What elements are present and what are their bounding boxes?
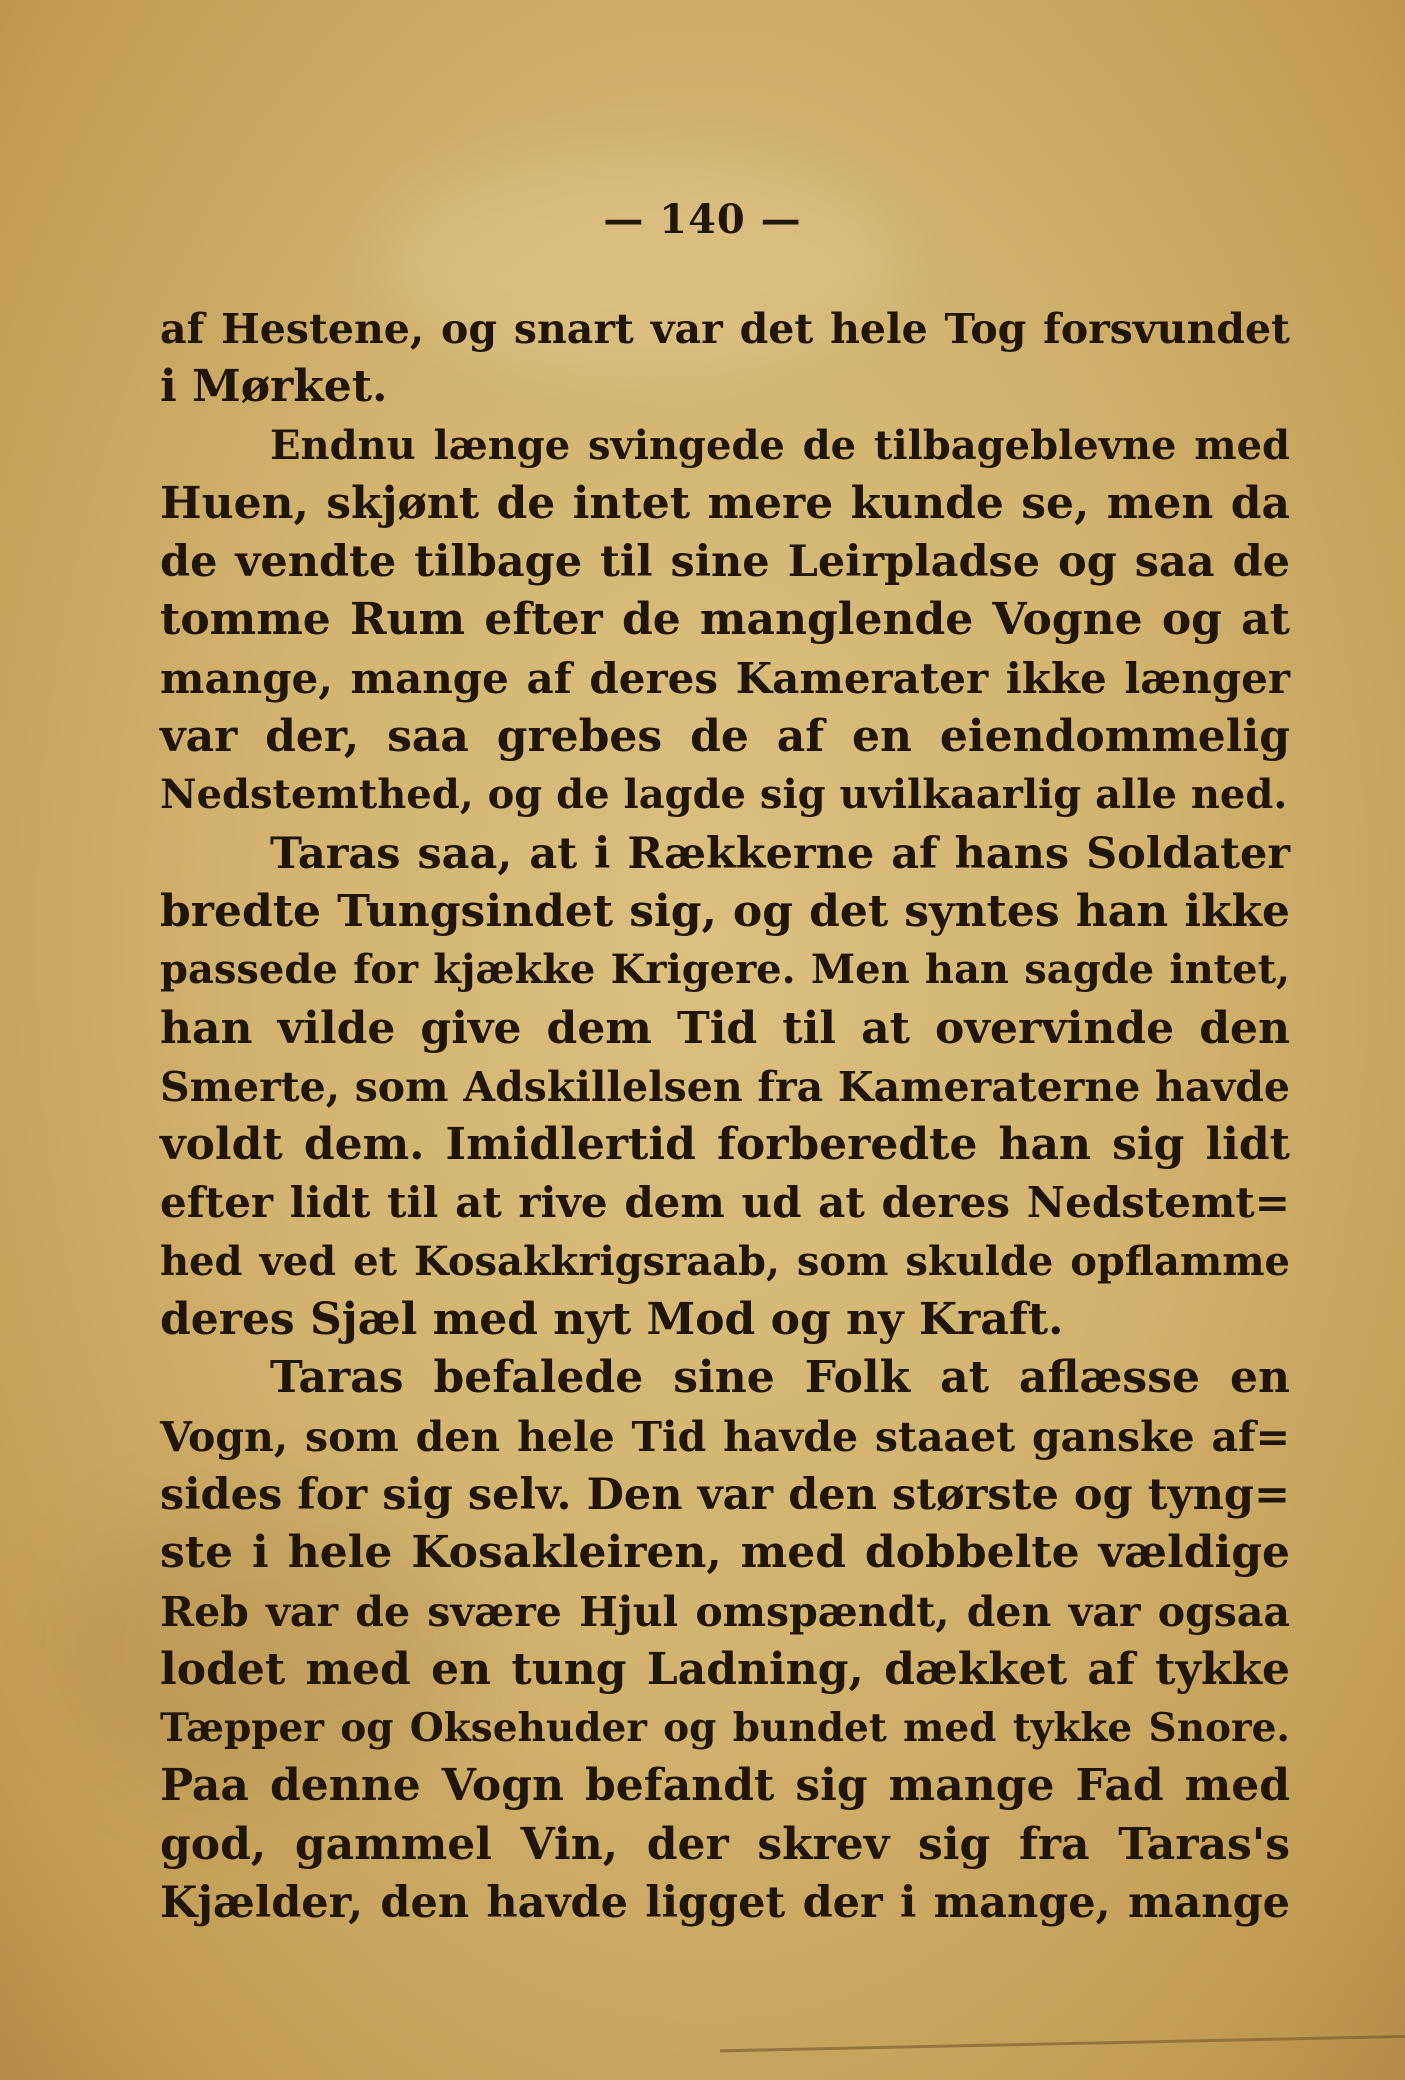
text-line: mange, mange af deres Kamerater ikke længer xyxy=(160,653,1290,703)
text-line: Tæpper og Oksehuder og bundet med tykke Snore. xyxy=(160,1705,1290,1752)
text-line: tomme Rum efter de manglende Vogne og at xyxy=(160,594,1290,646)
text-line: ste i hele Kosakleiren, med dobbelte vældige xyxy=(160,1527,1290,1579)
text-line: Smerte, som Adskillelsen fra Kameraterne havde xyxy=(160,1062,1290,1111)
text-line: Paa denne Vogn befandt sig mange Fad med xyxy=(160,1760,1290,1812)
text-line: Huen, skjønt de intet mere kunde se, men da xyxy=(160,477,1290,529)
text-line: de vendte tilbage til sine Leirpladse og saa de xyxy=(160,537,1290,588)
text-line: bredte Tungsindet sig, og det syntes han ikke xyxy=(160,885,1290,937)
text-line: Endnu længe svingede de tilbageblevne med xyxy=(270,421,1290,469)
text-line: var der, saa grebes de af en eiendommelig xyxy=(160,711,1290,763)
text-line: Taras befalede sine Folk at aflæsse en xyxy=(270,1352,1290,1404)
text-line: deres Sjæl med nyt Mod og ny Kraft. xyxy=(160,1294,1064,1346)
text-line: Nedstemthed, og de lagde sig uvilkaarlig alle ned. xyxy=(160,771,1288,819)
text-line: god, gammel Vin, der skrev sig fra Taras's xyxy=(160,1818,1290,1870)
text-line: Taras saa, at i Rækkerne af hans Soldater xyxy=(270,828,1290,879)
page-edge xyxy=(720,2035,1405,2053)
text-line: hed ved et Kosakkrigsraab, som skulde opflamme xyxy=(160,1237,1290,1285)
text-line: Kjælder, den havde ligget der i mange, mange xyxy=(160,1878,1290,1929)
text-line: voldt dem. Imidlertid forberedte han sig lidt xyxy=(160,1119,1290,1171)
text-line: passede for kjække Krigere. Men han sagde intet, xyxy=(160,946,1290,994)
text-line: i Mørket. xyxy=(160,361,388,413)
page-number: — 140 — xyxy=(603,196,802,243)
text-line: lodet med en tung Ladning, dækket af tykke xyxy=(160,1643,1290,1695)
text-line: efter lidt til at rive dem ud at deres Nedstemt= xyxy=(160,1178,1290,1228)
text-line: af Hestene, og snart var det hele Tog forsvundet xyxy=(160,305,1290,353)
text-line: Vogn, som den hele Tid havde staaet ganske af= xyxy=(160,1412,1290,1461)
text-line: sides for sig selv. Den var den største og tyng= xyxy=(160,1469,1290,1520)
text-line: Reb var de svære Hjul omspændt, den var ogsaa xyxy=(160,1587,1290,1636)
text-line: han vilde give dem Tid til at overvinde den xyxy=(160,1002,1290,1054)
body-text xyxy=(160,300,1290,1932)
